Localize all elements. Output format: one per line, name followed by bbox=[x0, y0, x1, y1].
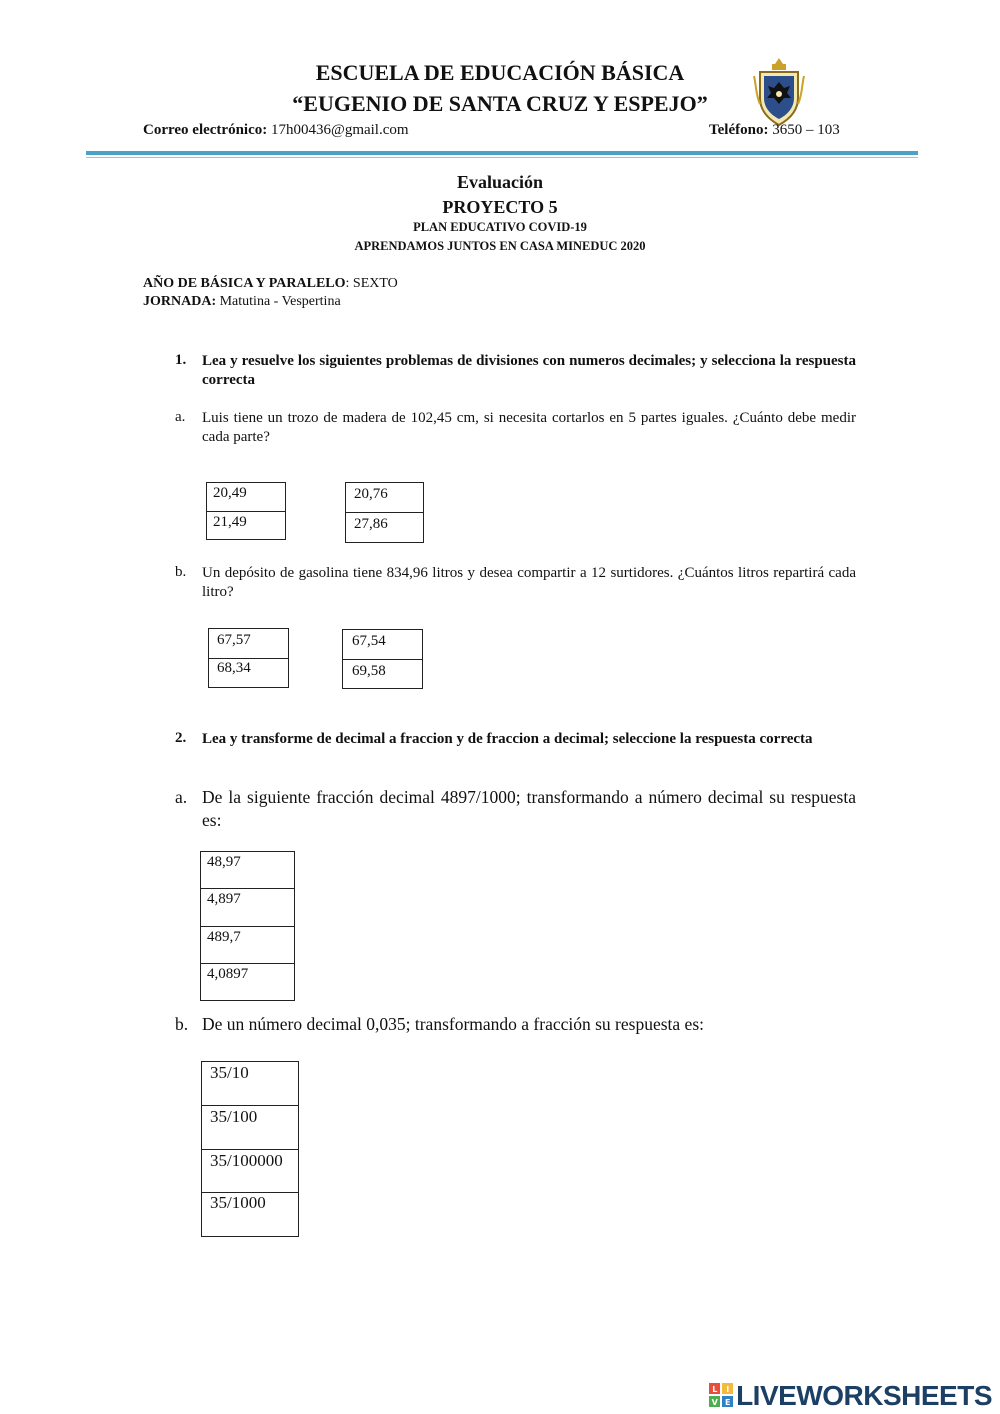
school-crest-icon bbox=[750, 56, 808, 128]
question-2-number: 2. bbox=[175, 730, 187, 746]
question-2b-letter: b. bbox=[175, 1014, 189, 1034]
liveworksheets-brand bbox=[709, 1380, 992, 1414]
question-1a-options-right bbox=[345, 482, 424, 543]
header-divider-thin bbox=[86, 157, 918, 158]
phone-value: 3650 – 103 bbox=[772, 122, 840, 138]
header-divider bbox=[86, 151, 918, 155]
email-label: Correo electrónico: bbox=[143, 122, 268, 138]
answer-option[interactable]: 4,897 bbox=[201, 889, 294, 927]
question-1a-text: Luis tiene un trozo de madera de 102,45 cm, si necesita cortarlos en 5 partes iguales. ¿Cuánto debe medir cada parte? bbox=[202, 410, 856, 445]
liveworksheets-logo-icon bbox=[709, 1382, 733, 1414]
answer-option[interactable]: 489,7 bbox=[201, 927, 294, 964]
project-title: PROYECTO 5 bbox=[442, 197, 558, 217]
question-1b-options-right bbox=[342, 629, 423, 689]
question-2a-options bbox=[200, 851, 295, 1001]
answer-option[interactable]: 68,34 bbox=[217, 660, 251, 676]
shift-label: JORNADA: bbox=[143, 294, 217, 309]
grade-value: : SEXTO bbox=[345, 276, 398, 291]
question-2-text: Lea y transforme de decimal a fraccion y de fraccion a decimal; seleccione la respuesta correcta bbox=[202, 731, 813, 747]
evaluation-title: Evaluación bbox=[456, 172, 544, 192]
answer-option[interactable]: 35/100000 bbox=[202, 1150, 298, 1193]
brand-text: LIVEWORKSHEETS bbox=[736, 1380, 992, 1411]
question-1b-text: Un depósito de gasolina tiene 834,96 litros y desea compartir a 12 surtidores. ¿Cuántos litros repartirá cada litro? bbox=[202, 565, 856, 600]
question-1-number: 1. bbox=[175, 352, 187, 368]
svg-text:V: V bbox=[711, 1397, 718, 1407]
question-1-text: Lea y resuelve los siguientes problemas de divisiones con numeros decimales; y selecciona la respuesta correcta bbox=[202, 353, 856, 388]
grade-line bbox=[143, 276, 398, 292]
question-2b-text: De un número decimal 0,035; transformando a fracción su respuesta es: bbox=[202, 1014, 704, 1034]
school-name-line2: “EUGENIO DE SANTA CRUZ Y ESPEJO” bbox=[292, 91, 708, 116]
phone-line bbox=[709, 122, 840, 139]
svg-text:I: I bbox=[726, 1384, 729, 1394]
answer-option[interactable]: 21,49 bbox=[213, 514, 247, 530]
question-2b-options bbox=[201, 1061, 299, 1237]
svg-text:E: E bbox=[725, 1397, 731, 1407]
answer-option[interactable]: 27,86 bbox=[354, 516, 388, 532]
answer-option[interactable]: 20,76 bbox=[346, 483, 423, 513]
question-1a-options-left bbox=[206, 482, 286, 540]
question-1b-letter: b. bbox=[175, 564, 187, 580]
answer-option[interactable]: 20,49 bbox=[207, 483, 285, 512]
answer-option[interactable]: 35/1000 bbox=[210, 1193, 266, 1212]
school-name-line1: ESCUELA DE EDUCACIÓN BÁSICA bbox=[315, 60, 685, 85]
answer-option[interactable]: 35/100 bbox=[202, 1106, 298, 1150]
answer-option[interactable]: 48,97 bbox=[201, 852, 294, 889]
answer-option[interactable]: 67,57 bbox=[209, 629, 288, 659]
question-2a-letter: a. bbox=[175, 787, 188, 807]
answer-option[interactable]: 69,58 bbox=[352, 663, 386, 679]
question-1a-letter: a. bbox=[175, 409, 186, 425]
question-2a-text: De la siguiente fracción decimal 4897/1000; transformando a número decimal su respuesta es: bbox=[202, 787, 856, 830]
plan-title: PLAN EDUCATIVO COVID-19 bbox=[413, 220, 587, 234]
shift-line bbox=[143, 294, 341, 310]
email-line bbox=[143, 122, 409, 139]
svg-text:L: L bbox=[712, 1384, 717, 1394]
question-1b-options-left bbox=[208, 628, 289, 688]
answer-option[interactable]: 4,0897 bbox=[207, 966, 249, 982]
email-value: 17h00436@gmail.com bbox=[271, 122, 409, 138]
grade-label: AÑO DE BÁSICA Y PARALELO bbox=[143, 276, 346, 291]
answer-option[interactable]: 35/10 bbox=[202, 1062, 298, 1106]
shift-value: Matutina - Vespertina bbox=[216, 294, 341, 309]
answer-option[interactable]: 67,54 bbox=[343, 630, 422, 660]
phone-label: Teléfono: bbox=[709, 122, 769, 138]
program-title: APRENDAMOS JUNTOS EN CASA MINEDUC 2020 bbox=[354, 239, 646, 253]
